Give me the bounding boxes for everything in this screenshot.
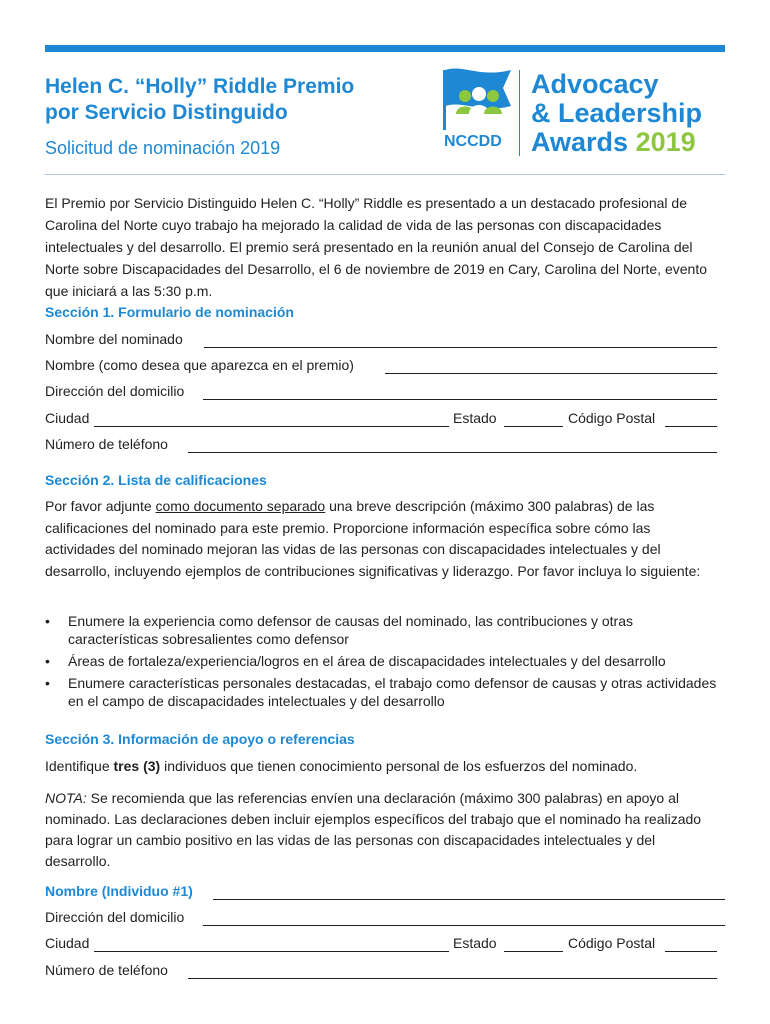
top-accent-bar [45, 45, 725, 52]
section3-note [45, 788, 721, 872]
note-text: Se recomienda que las referencias envíen una declaración (máximo 300 palabras) en apoyo al nominado. Las declaraciones deben incluir ejemplos específicos del trabajo que el nominado ha realizado para lograr un cambio positivo en las vidas de las personas con discapacidades intelectuales y del desarrollo. [45, 790, 702, 869]
list-item [45, 652, 721, 670]
nccdd-logo-text: NCCDD [444, 133, 502, 150]
section3-heading: Sección 3. Información de apoyo o referencias [45, 731, 355, 747]
individual1-address-label: Dirección del domicilio [45, 909, 185, 925]
logo-line-1: Advocacy [531, 69, 659, 99]
individual1-zip-label: Código Postal [568, 935, 656, 951]
city-field[interactable] [94, 426, 449, 427]
section3-text-end: individuos que tienen conocimiento personal de los esfuerzos del nominado. [160, 758, 638, 774]
section2-heading: Sección 2. Lista de calificaciones [45, 472, 267, 488]
section2-text-end: una breve descripción (máximo 300 palabras) de las calificaciones del nominado para este premio. Proporcione información específica sobre cómo las actividades del nominado mejoran las vidas de las personas con discapacidades intelectuales y del desarrollo, incluyendo ejemplos de contribuciones significativas y liderazgo. Por favor incluya lo siguiente: [45, 498, 701, 579]
individual1-state-field[interactable] [504, 951, 563, 952]
intro-paragraph: El Premio por Servicio Distinguido Helen C. “Holly” Riddle es presentado a un destacado profesional de Carolina del Norte cuyo trabajo ha mejorado la calidad de vida de las personas con discapacidades intelectuales y del desarrollo. El premio será presentado en la reunión anual del Consejo de Carolina del Norte sobre Discapacidades del Desarrollo, el 6 de noviembre de 2019 en Cary, Carolina del Norte, evento que iniciará a las 5:30 p.m. [45, 195, 707, 299]
list-item-text: Áreas de fortaleza/experiencia/logros en el área de discapacidades intelectuales y del desarrollo [68, 653, 666, 669]
logo-awards-word: Awards [531, 127, 629, 157]
phone-field[interactable] [188, 452, 717, 453]
zip-label: Código Postal [568, 410, 656, 426]
address-field[interactable] [203, 399, 717, 400]
section1-heading: Sección 1. Formulario de nominación [45, 304, 294, 320]
section3-text-start: Identifique [45, 758, 114, 774]
logo-line-3 [531, 128, 696, 157]
award-name-label: Nombre (como desea que aparezca en el premio) [45, 357, 354, 373]
title-line-1: Helen C. “Holly” Riddle Premio [45, 75, 355, 98]
individual1-city-label: Ciudad [45, 935, 90, 951]
logo-divider [519, 70, 520, 156]
note-label: NOTA: [45, 790, 87, 806]
individual1-city-field[interactable] [94, 951, 449, 952]
people-flag-icon [441, 66, 517, 132]
individual1-zip-field[interactable] [665, 951, 717, 952]
logo-year: 2019 [635, 127, 696, 157]
state-label: Estado [453, 410, 497, 426]
qualifications-list [45, 612, 721, 714]
phone-label: Número de teléfono [45, 436, 168, 452]
list-item [45, 674, 721, 710]
address-label: Dirección del domicilio [45, 383, 185, 399]
individual1-phone-field[interactable] [188, 978, 717, 979]
logo-line-2: & Leadership [531, 98, 703, 128]
bullet-icon: • [45, 653, 50, 669]
individual1-name-field[interactable] [213, 899, 725, 900]
individual1-name-label: Nombre (Individuo #1) [45, 883, 193, 899]
title-line-2: por Servicio Distinguido [45, 101, 288, 124]
list-item [45, 612, 721, 648]
section2-text-start: Por favor adjunte [45, 498, 156, 514]
bullet-icon: • [45, 675, 50, 691]
section2-underlined-text: como documento separado [155, 498, 326, 514]
list-item-text: Enumere la experiencia como defensor de causas del nominado, las contribuciones y otras características sobresalientes como defensor [68, 613, 633, 647]
page-subtitle: Solicitud de nominación 2019 [45, 138, 281, 158]
section3-bold-count: tres (3) [113, 758, 161, 774]
header-divider [45, 174, 725, 175]
individual1-phone-label: Número de teléfono [45, 962, 168, 978]
zip-field[interactable] [665, 426, 717, 427]
section3-intro [45, 756, 721, 778]
city-label: Ciudad [45, 410, 90, 426]
individual1-state-label: Estado [453, 935, 497, 951]
nominee-name-field[interactable] [204, 347, 717, 348]
individual1-address-field[interactable] [203, 925, 725, 926]
award-name-field[interactable] [385, 373, 717, 374]
state-field[interactable] [504, 426, 563, 427]
page-title [45, 74, 354, 126]
section2-paragraph [45, 496, 721, 582]
nominee-name-label: Nombre del nominado [45, 331, 183, 347]
list-item-text: Enumere características personales destacadas, el trabajo como defensor de causas y otras actividades en el campo de discapacidades intelectuales y del desarrollo [68, 675, 717, 709]
bullet-icon: • [45, 613, 50, 629]
